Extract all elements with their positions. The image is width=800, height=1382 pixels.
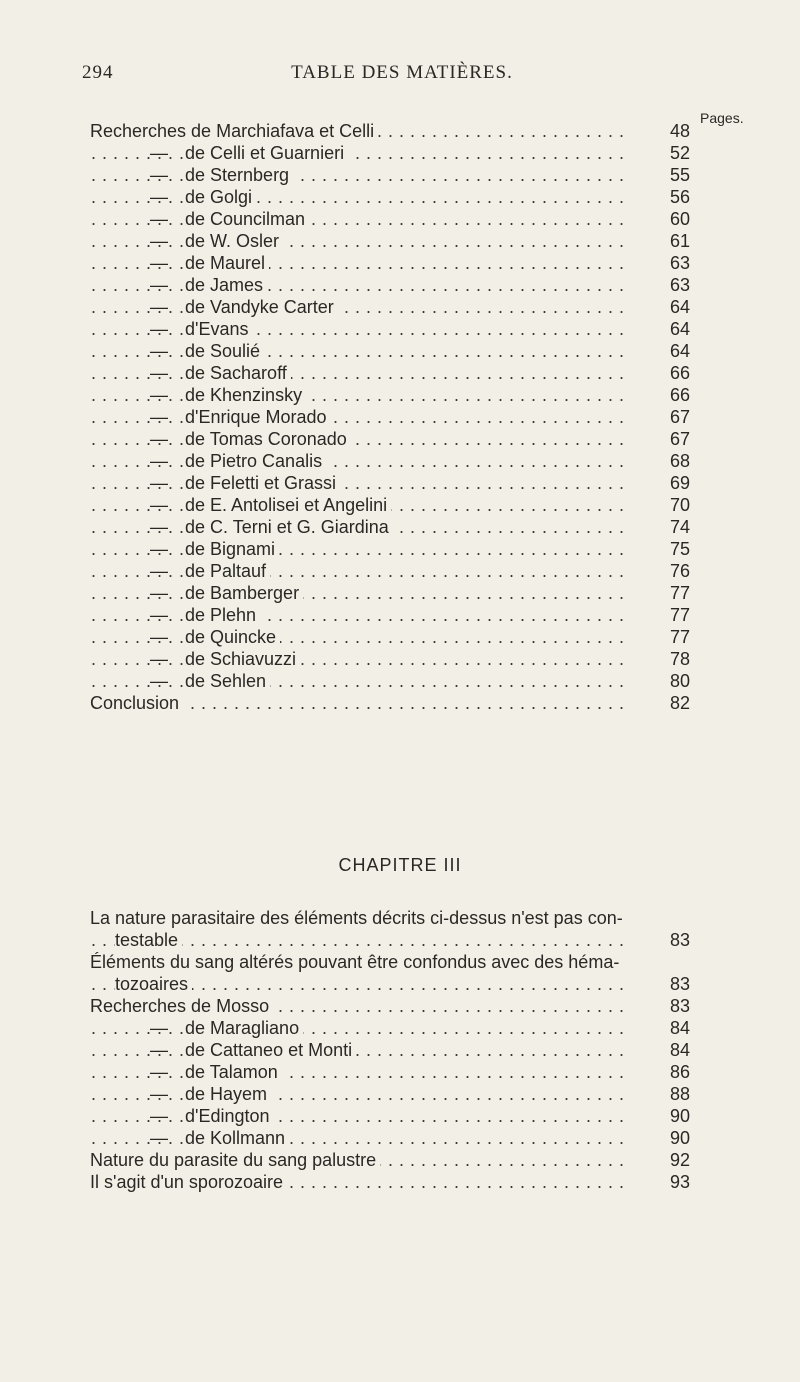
toc-entry [90,428,690,450]
leader-dots [90,340,630,362]
toc-entry-dash: — [150,1106,168,1126]
toc-entry [90,494,690,516]
leader-dots [90,142,630,164]
toc-entry-page: 69 [669,473,690,493]
toc-entry-dash: — [150,231,168,251]
toc-entry [90,538,690,560]
toc-entry [90,1061,690,1083]
toc-entry-page: 75 [669,539,690,559]
toc-entry [90,1149,690,1171]
toc-entry-page: 82 [669,693,690,713]
toc-entry-dash: — [150,671,168,691]
toc-entry [90,1171,690,1193]
toc-entry-dash: — [150,627,168,647]
toc-entry-dash: — [150,1084,168,1104]
toc-entry-dash: — [150,319,168,339]
toc-entry-dash: — [150,385,168,405]
toc-entry-page: 88 [669,1084,690,1104]
toc-entry-dash: — [150,407,168,427]
toc-entry [90,648,690,670]
toc-entry [90,120,690,142]
toc-entry-dash: — [150,187,168,207]
toc-entry-label: de Bignami [185,539,279,559]
leader-dots [90,538,630,560]
toc-entry-page: 83 [669,974,690,994]
toc-entry [90,516,690,538]
leader-dots [90,1105,630,1127]
leader-dots [90,384,630,406]
toc-entry-page: 66 [669,363,690,383]
toc-entry [90,296,690,318]
toc-entry [90,1017,690,1039]
leader-dots [90,274,630,296]
toc-entry-label: testable [115,930,182,950]
toc-entry-page: 67 [669,407,690,427]
leader-dots [90,164,630,186]
toc-entry [90,164,690,186]
toc-entry-dash: — [150,1062,168,1082]
toc-entry-page: 70 [669,495,690,515]
toc-entry [90,252,690,274]
toc-entry-page: 86 [669,1062,690,1082]
toc-entry-page: 77 [669,583,690,603]
toc-entry [90,692,690,714]
toc-entry-page: 77 [669,605,690,625]
leader-dots [90,1083,630,1105]
toc-entry-page: 64 [669,297,690,317]
toc-entry-label: tozoaires [115,974,192,994]
toc-entry [90,362,690,384]
toc-entry-label: Éléments du sang altérés pouvant être confondus avec des héma- [90,952,623,972]
toc-entry-label: de James [185,275,267,295]
toc-entry [90,1127,690,1149]
toc-entry-label: de Tomas Coronado [185,429,351,449]
toc-entry-dash: — [150,583,168,603]
toc-entry-page: 93 [669,1172,690,1192]
toc-entry-page: 84 [669,1040,690,1060]
toc-entry-label: de Maragliano [185,1018,303,1038]
toc-entry-dash: — [150,363,168,383]
toc-entry-label: de Pietro Canalis [185,451,326,471]
toc-entry-page: 78 [669,649,690,669]
toc-entry [90,670,690,692]
leader-dots [90,648,630,670]
toc-entry-label: de Golgi [185,187,256,207]
toc-entry-page: 63 [669,275,690,295]
toc-entry-label: de Khenzinsky [185,385,306,405]
toc-entry-page: 74 [669,517,690,537]
toc-entry-page: 52 [669,143,690,163]
toc-entry-label: de Kollmann [185,1128,289,1148]
page-title: TABLE DES MATIÈRES. [291,62,513,83]
toc-entry-label: de C. Terni et G. Giardina [185,517,393,537]
toc-entry-label: La nature parasitaire des éléments décrits ci-dessus n'est pas con- [90,908,627,928]
toc-entry [90,626,690,648]
toc-entry-page: 84 [669,1018,690,1038]
leader-dots [90,296,630,318]
leader-dots [90,252,630,274]
toc-entry-page: 83 [669,930,690,950]
toc-entry-dash: — [150,209,168,229]
toc-entry [90,406,690,428]
leader-dots [90,582,630,604]
toc-entry-label: de Councilman [185,209,309,229]
leader-dots [90,1039,630,1061]
toc-entry-label: de Talamon [185,1062,282,1082]
toc-entry-dash: — [150,341,168,361]
pages-column-label: Pages. [700,110,744,126]
toc-entry [90,560,690,582]
toc-entry [90,929,690,951]
toc-entry [90,907,690,929]
leader-dots [90,230,630,252]
leader-dots [90,186,630,208]
toc-entry-label: de Sternberg [185,165,293,185]
chapter-heading: CHAPITRE III [338,855,462,875]
toc-entry-dash: — [150,539,168,559]
toc-entry-dash: — [150,253,168,273]
leader-dots [90,560,630,582]
leader-dots [90,604,630,626]
toc-entry-dash: — [150,275,168,295]
leader-dots [90,1127,630,1149]
toc-entry-label: de Celli et Guarnieri [185,143,348,163]
toc-entry-dash: — [150,451,168,471]
toc-entry-label: de Sehlen [185,671,270,691]
toc-entry-dash: — [150,1040,168,1060]
toc-entry-label: d'Evans [185,319,252,339]
toc-entry-label: de Quincke [185,627,280,647]
toc-entry-page: 63 [669,253,690,273]
toc-entry-page: 56 [669,187,690,207]
toc-entry-page: 60 [669,209,690,229]
leader-dots [90,670,630,692]
toc-entry-page: 90 [669,1106,690,1126]
toc-entry-label: de Schiavuzzi [185,649,300,669]
leader-dots [90,362,630,384]
toc-entry-dash: — [150,1128,168,1148]
toc-entry-label: de Paltauf [185,561,270,581]
leader-dots [90,626,630,648]
toc-entry-dash: — [150,473,168,493]
toc-entry-label: Recherches de Mosso [90,996,273,1016]
toc-entry-dash: — [150,165,168,185]
toc-entry [90,230,690,252]
toc-entry-page: 90 [669,1128,690,1148]
leader-dots [90,472,630,494]
toc-entry-label: de Feletti et Grassi [185,473,340,493]
toc-entry [90,142,690,164]
toc-entry [90,582,690,604]
toc-entry-dash: — [150,605,168,625]
toc-entry-label: de Bamberger [185,583,303,603]
toc-entry-page: 68 [669,451,690,471]
toc-entry-dash: — [150,429,168,449]
running-head [82,62,722,94]
toc-entry-label: Recherches de Marchiafava et Celli [90,121,378,141]
toc-entry [90,604,690,626]
toc-entry-page: 83 [669,996,690,1016]
toc-entry-page: 66 [669,385,690,405]
toc-entry-page: 64 [669,319,690,339]
toc-entry-label: de Plehn [185,605,260,625]
leader-dots [90,1017,630,1039]
toc-entry-page: 92 [669,1150,690,1170]
toc-entry-dash: — [150,297,168,317]
toc-entry [90,340,690,362]
toc-section-2 [90,907,690,1193]
toc-entry [90,318,690,340]
leader-dots [90,428,630,450]
leader-dots [90,450,630,472]
toc-entry-label: de Maurel [185,253,269,273]
toc-entry-label: d'Enrique Morado [185,407,331,427]
toc-entry [90,995,690,1017]
page-number: 294 [82,62,114,83]
toc-entry-label: de Hayem [185,1084,271,1104]
toc-entry-label: Conclusion [90,693,183,713]
toc-entry-label: de Sacharoff [185,363,291,383]
toc-entry-label: Nature du parasite du sang palustre [90,1150,380,1170]
toc-entry [90,951,690,973]
toc-entry [90,1039,690,1061]
toc-entry-label: Il s'agit d'un sporozoaire [90,1172,287,1192]
toc-entry-label: d'Edington [185,1106,274,1126]
toc-entry-page: 76 [669,561,690,581]
toc-entry-dash: — [150,143,168,163]
toc-section-1 [90,120,690,714]
toc-entry [90,450,690,472]
toc-entry-label: de Soulié [185,341,264,361]
toc-entry-dash: — [150,649,168,669]
leader-dots [90,406,630,428]
toc-entry [90,186,690,208]
toc-entry-page: 55 [669,165,690,185]
toc-entry-label: de Cattaneo et Monti [185,1040,356,1060]
toc-entry-page: 80 [669,671,690,691]
toc-entry-dash: — [150,495,168,515]
toc-entry-page: 77 [669,627,690,647]
toc-entry [90,973,690,995]
toc-entry-page: 48 [669,121,690,141]
toc-entry [90,472,690,494]
toc-entry-dash: — [150,561,168,581]
leader-dots [90,1061,630,1083]
toc-entry [90,208,690,230]
toc-entry-label: de W. Osler [185,231,283,251]
toc-entry [90,274,690,296]
toc-entry [90,384,690,406]
toc-entry-dash: — [150,517,168,537]
toc-entry-page: 64 [669,341,690,361]
toc-entry [90,1083,690,1105]
toc-entry-page: 67 [669,429,690,449]
leader-dots [90,208,630,230]
leader-dots [90,318,630,340]
toc-entry [90,1105,690,1127]
toc-entry-dash: — [150,1018,168,1038]
toc-entry-page: 61 [669,231,690,251]
toc-entry-label: de Vandyke Carter [185,297,338,317]
toc-entry-label: de E. Antolisei et Angelini [185,495,391,515]
